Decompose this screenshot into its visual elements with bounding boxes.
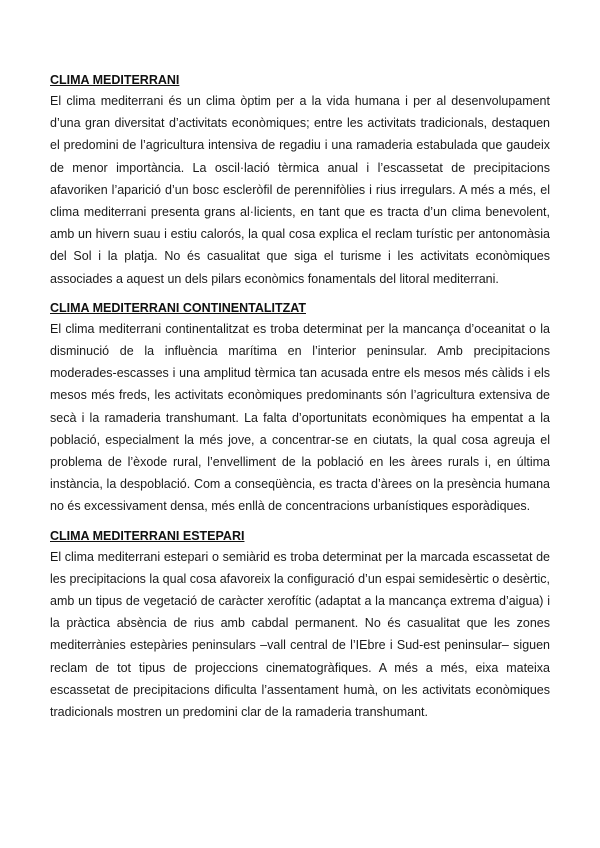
section-heading: CLIMA MEDITERRANI ESTEPARI — [50, 528, 245, 543]
section-paragraph: El clima mediterrani estepari o semiàrid es troba determinat per la marcada escassetat de les precipitacions la qual cosa afavoreix la configuració d’un espai semidesèrtic o desèrtic, amb un tipus de vegetació de caràcter xerofític (adaptat a la mancança extrema d’aigua) i la pràctica absència de rius amb cabdal permanent. No és casualitat que les zones mediterrànies estepàries peninsulars –vall central de l’IEbre i Sud-est peninsular– siguen reclam de tot tipus de projeccions cinematogràfiques. A més a més, eixa mateixa escassetat de precipitacions dificulta l’assentament humà, on les activitats econòmiques tradicionals mostren un predomini clar de la ramaderia transhumant. — [50, 549, 550, 720]
section-clima-mediterrani — [50, 70, 550, 290]
section-heading: CLIMA MEDITERRANI CONTINENTALITZAT — [50, 300, 306, 315]
section-paragraph: El clima mediterrani és un clima òptim per a la vida humana i per al desenvolupament d’una gran diversitat d’activitats econòmiques; entre les activitats tradicionals, destaquen el predomini de l’agricultura intensiva de regadiu i una ramaderia estabulada que gaudeix de menor importància. La oscil·lació tèrmica anual i l’escassetat de precipitacions afavoriken l’aparició d’un bosc escleròfil de perennifòlies i rius irregulars. A més a més, el clima mediterrani presenta grans al·licients, en tant que es tracta d’un clima benevolent, amb un hivern suau i estiu calorós, la qual cosa explica el reclam turístic per antonomàsia del Sol i la platja. No és casualitat que siga el turisme i les activitats econòmiques associades a aquest un dels pilars econòmics fonamentals del litoral mediterrani. — [50, 94, 550, 286]
section-heading: CLIMA MEDITERRANI — [50, 73, 180, 87]
document-page — [50, 70, 550, 731]
section-clima-mediterrani-estepari — [50, 526, 550, 724]
section-clima-mediterrani-continentalitzat — [50, 298, 550, 518]
section-paragraph: El clima mediterrani continentalitzat es troba determinat per la mancança d’oceanitat o la disminució de la influència marítima en l’interior peninsular. Amb precipitacions moderades-escasses i una amplitud tèrmica tan acusada entre els mesos més càlids i els mesos més freds, les activitats econòmiques predominants són l’agricultura extensiva de secà i la ramaderia transhumant. La falta d’oportunitats econòmiques ha empentat a la població, especialment la més jove, a concentrar-se en ciutats, la qual cosa agreuja el problema de l’èxode rural, l’envelliment de la població en les àrees rurals i, en última instància, la despoblació. Com a conseqüència, es tracta d’àrees on la presència humana no és excessivament densa, més enllà de concentracions urbanístiques esporàdiques. — [50, 321, 550, 514]
